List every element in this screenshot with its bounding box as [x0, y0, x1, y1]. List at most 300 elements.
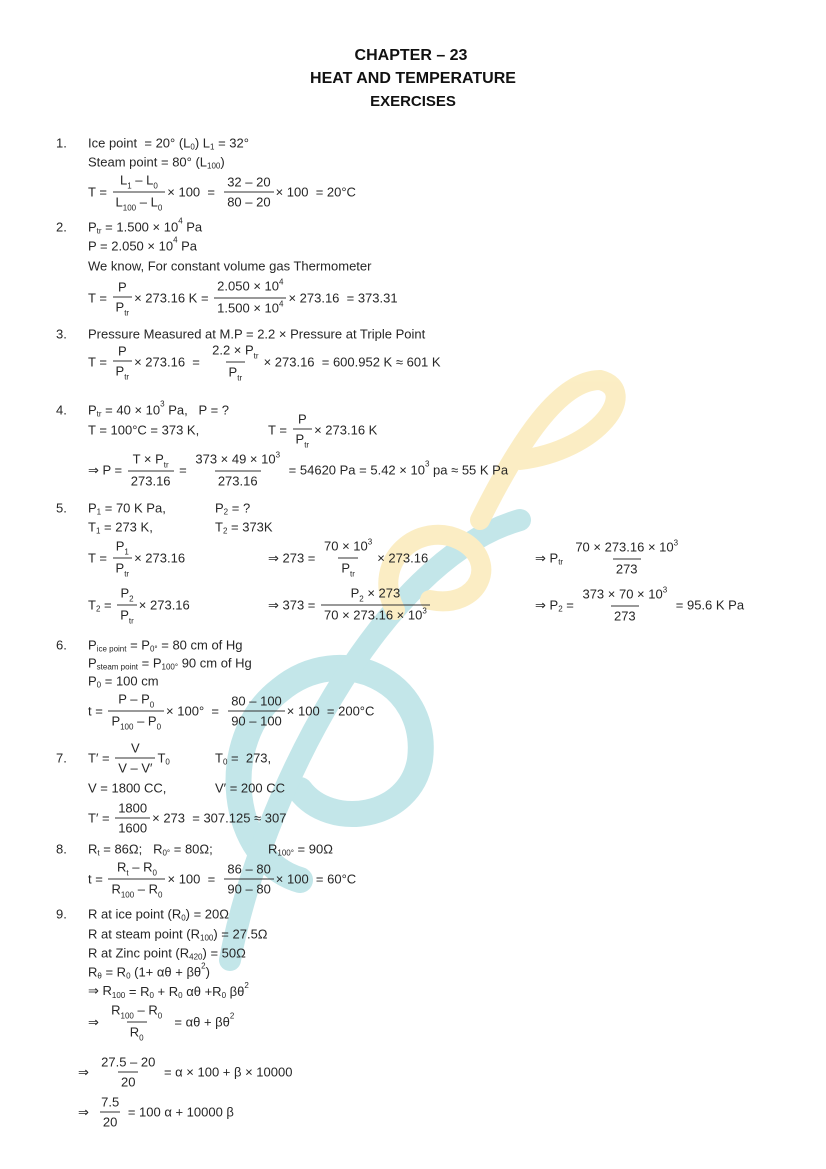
math-text: 2.2 × P	[212, 342, 254, 358]
equation-line	[88, 235, 198, 254]
math-text: = 40 × 10	[101, 402, 161, 418]
equation-line	[215, 520, 273, 535]
math-text: P	[120, 607, 129, 623]
superscript: 3	[160, 399, 165, 409]
math-text: 70 × 273.16 × 10	[575, 539, 674, 555]
math-text: T′ =	[88, 750, 114, 766]
subscript: 100°	[277, 848, 294, 858]
denominator	[226, 362, 246, 382]
math-text: = ?	[228, 500, 251, 516]
subscript: 1	[124, 547, 129, 557]
subscript: θ	[97, 971, 102, 981]
math-text: V – V′	[118, 760, 153, 776]
denominator	[115, 818, 150, 836]
math-text: 2.050 × 10	[217, 278, 279, 294]
math-text: P	[295, 431, 305, 447]
numerator	[224, 862, 273, 879]
math-text: P	[88, 637, 97, 653]
subscript: 0	[181, 913, 186, 923]
subscript: tr	[237, 373, 243, 383]
subscript: 0	[158, 890, 163, 900]
superscript: 3	[662, 585, 668, 595]
fraction	[214, 279, 286, 318]
math-text: = 273 K,	[100, 519, 153, 535]
math-text: )	[205, 964, 210, 980]
math-text: T =	[268, 422, 291, 438]
equation-line	[535, 587, 744, 624]
math-text: × 100° =	[166, 703, 227, 719]
subscript: 0	[156, 722, 162, 732]
math-text: = α × 100 + β × 10000	[160, 1064, 293, 1080]
math-text: V′ = 200 CC	[215, 780, 286, 796]
math-text: + R	[153, 983, 179, 999]
math-text: – R	[128, 859, 153, 875]
math-text: × 273.16	[134, 550, 186, 566]
math-text: 90 cm of Hg	[178, 655, 252, 671]
numerator	[115, 801, 150, 818]
superscript: 4	[178, 216, 183, 226]
subscript: 0	[126, 971, 131, 981]
subscript: 2	[95, 604, 101, 614]
equation-line	[88, 136, 249, 151]
math-text: R	[88, 841, 98, 857]
math-text: = 1.500 × 10	[101, 219, 179, 235]
superscript: 4	[278, 277, 284, 287]
equation-line	[268, 539, 428, 578]
math-text: P	[88, 500, 97, 516]
exercise-number: 9.	[56, 906, 67, 922]
fraction	[321, 539, 375, 578]
math-text: = αθ + βθ	[167, 1014, 230, 1030]
equation-line	[88, 980, 249, 1000]
numerator	[295, 412, 310, 429]
math-text: V = 1800 CC,	[88, 780, 167, 796]
math-text: = P	[126, 637, 150, 653]
math-text: = 32°	[214, 135, 249, 151]
fraction	[128, 452, 174, 489]
math-text: T	[88, 519, 96, 535]
fraction	[113, 280, 133, 317]
chapter-heading: CHAPTER – 23	[354, 47, 468, 64]
equation-line	[88, 327, 425, 342]
equation-line	[215, 781, 285, 796]
math-text: 1.500 × 10	[217, 300, 279, 316]
equation-line	[88, 842, 213, 857]
denominator	[113, 192, 166, 212]
math-text: = 373K	[227, 519, 273, 535]
equation-line	[535, 540, 683, 577]
numerator	[579, 587, 670, 606]
numerator	[572, 540, 681, 559]
math-text: 273.16	[217, 473, 258, 489]
numerator	[321, 539, 375, 558]
math-text: × 273 = 307.125 ≈ 307	[152, 810, 287, 826]
math-text: × 100 = 200°C	[286, 703, 375, 719]
subscript: tr	[558, 557, 564, 567]
subscript: 1	[95, 526, 101, 536]
equation-line	[78, 1095, 234, 1130]
exercise-number: 8.	[56, 841, 67, 857]
math-text: × 273.16 K	[314, 422, 378, 438]
math-text: = R	[125, 983, 150, 999]
math-text: × 100 =	[167, 184, 223, 200]
denominator	[113, 361, 133, 381]
subscript: 0	[178, 990, 183, 1000]
equation-line	[88, 399, 230, 419]
equation-line	[88, 539, 185, 578]
math-text: T = 100°C = 373 K,	[88, 422, 200, 438]
equation-line	[88, 946, 246, 961]
superscript: 4	[278, 299, 284, 309]
math-text: 80 – 20	[227, 194, 271, 210]
denominator	[127, 1022, 147, 1042]
fraction	[115, 741, 155, 776]
subscript: tr	[163, 460, 169, 470]
math-text: P	[350, 585, 360, 601]
math-text: × 100 =	[167, 871, 223, 887]
subscript: tr	[304, 440, 310, 450]
math-text: P	[120, 585, 130, 601]
math-text: ⇒ 273 =	[268, 550, 320, 565]
superscript: 3	[673, 538, 679, 548]
math-text: 7.5	[101, 1094, 120, 1110]
math-text: P	[215, 500, 224, 516]
math-text: – L	[136, 194, 158, 210]
math-text: P	[115, 560, 125, 576]
equation-line	[215, 501, 250, 516]
math-text: t =	[88, 703, 107, 719]
math-text: ⇒	[78, 1104, 97, 1119]
math-text: 70 × 273.16 × 10	[324, 607, 423, 623]
equation-line	[88, 259, 371, 274]
math-text: 90 – 80	[227, 881, 271, 897]
exercise-number: 3.	[56, 326, 67, 342]
numerator	[98, 1095, 122, 1112]
math-text: Pa, P = ?	[164, 402, 230, 418]
math-text: – P	[133, 713, 157, 729]
math-text: R	[88, 964, 98, 980]
superscript: 2	[244, 980, 249, 990]
math-text: × 273.16	[377, 550, 429, 566]
math-text: = 80Ω;	[170, 841, 213, 857]
math-text: = 54620 Pa = 5.42 × 10	[285, 462, 425, 478]
fraction	[228, 694, 285, 729]
math-text: P	[117, 343, 127, 359]
equation-line	[88, 801, 287, 836]
subscript: tr	[124, 372, 130, 382]
subscript: 420	[189, 952, 203, 962]
math-text: 20	[102, 1114, 118, 1130]
equation-line	[88, 586, 190, 625]
math-text: pa ≈ 55 K Pa	[429, 462, 509, 478]
math-text: × 273.16	[138, 597, 190, 613]
math-text: 373 × 49 × 10	[195, 451, 276, 467]
fraction	[115, 801, 150, 836]
math-text: )	[220, 154, 225, 170]
fraction	[209, 343, 261, 382]
math-text: P	[115, 363, 125, 379]
equation-line	[88, 423, 199, 438]
math-text: T	[88, 597, 96, 613]
math-text: P	[88, 402, 97, 418]
subscript: 2	[223, 507, 229, 517]
denominator	[108, 879, 165, 899]
subscript: 1	[96, 507, 102, 517]
math-text: 1600	[118, 820, 148, 836]
denominator	[611, 606, 639, 624]
superscript: 4	[173, 235, 178, 245]
math-text: Pressure Measured at M.P = 2.2 × Pressure at Triple Point	[88, 326, 426, 342]
math-text: ⇒ P	[535, 597, 559, 612]
math-text: 20	[121, 1074, 136, 1090]
numerator	[128, 741, 143, 758]
math-text: =	[562, 597, 578, 613]
math-text: R at Zinc point (R	[88, 945, 190, 961]
equation-line	[215, 751, 271, 766]
numerator	[224, 175, 273, 192]
math-text: 32 – 20	[227, 174, 271, 190]
math-text: – L	[131, 172, 154, 188]
numerator	[130, 452, 172, 471]
subscript: 100	[111, 990, 126, 1000]
subscript: ice point	[96, 644, 127, 654]
exercise-number: 7.	[56, 750, 67, 766]
fraction	[98, 1055, 158, 1090]
subscript: 0	[157, 203, 163, 213]
superscript: 2	[201, 961, 206, 971]
equation-line	[88, 155, 225, 170]
superscript: 3	[422, 606, 427, 616]
equation-line	[88, 1003, 234, 1042]
subscript: 0°	[149, 644, 158, 654]
math-text: = 100 cm	[101, 673, 159, 689]
equation-line	[78, 1055, 292, 1090]
math-text: 86 – 80	[227, 861, 271, 877]
denominator	[224, 879, 273, 897]
math-text: P	[115, 299, 125, 315]
math-text: = 70 K Pa,	[101, 500, 166, 516]
math-text: Pa	[182, 219, 203, 235]
math-text: T =	[88, 354, 111, 370]
numerator	[228, 694, 285, 711]
denominator	[113, 558, 133, 578]
denominator	[115, 758, 155, 776]
math-text: βθ	[226, 983, 245, 999]
fraction	[113, 173, 166, 212]
subscript: tr	[96, 409, 102, 419]
math-text: × 273.16 K =	[134, 290, 213, 306]
subscript: 0	[190, 142, 195, 152]
subscript: 0	[221, 990, 227, 1000]
math-text: (1+ αθ + βθ	[130, 964, 202, 980]
denominator	[108, 711, 164, 731]
math-text: = P	[138, 655, 162, 671]
denominator	[113, 297, 133, 317]
subscript: tr	[124, 569, 130, 579]
denominator	[228, 711, 285, 729]
math-text: ⇒ R	[88, 983, 112, 998]
math-text: Ice point = 20° (L	[88, 135, 191, 151]
math-text: × 100 = 60°C	[275, 871, 357, 887]
denominator	[224, 192, 273, 210]
math-text: ⇒ P =	[88, 462, 126, 477]
denominator	[321, 605, 430, 625]
math-text: P	[88, 655, 97, 671]
subscript: tr	[96, 226, 102, 236]
equation-line	[88, 692, 374, 731]
fraction	[117, 586, 137, 625]
subscript: 0	[149, 700, 155, 710]
denominator	[215, 471, 261, 489]
numerator	[348, 586, 404, 605]
denominator	[214, 298, 286, 318]
math-text: ) = 27.5Ω	[213, 926, 268, 942]
math-text: × 100 = 20°C	[275, 184, 356, 200]
equation-line	[88, 907, 229, 922]
numerator	[115, 344, 130, 361]
subscript: 0	[139, 1033, 144, 1043]
equation-line	[88, 781, 166, 796]
exercise-number: 4.	[56, 402, 67, 418]
denominator	[293, 429, 313, 449]
exercise-number: 5.	[56, 500, 67, 516]
math-text: R	[117, 859, 127, 875]
fraction	[192, 452, 283, 489]
subscript: 100	[120, 890, 135, 900]
numerator	[209, 343, 261, 362]
math-text: P = 2.050 × 10	[88, 238, 174, 254]
numerator	[115, 280, 130, 297]
subscript: 2	[359, 594, 364, 604]
exercise-number: 6.	[56, 637, 67, 653]
subscript: 100	[122, 203, 137, 213]
math-text: 273.16	[130, 473, 171, 489]
equation-line	[88, 452, 508, 489]
superscript: 2	[229, 1011, 235, 1021]
math-text: T	[215, 750, 223, 766]
numerator	[98, 1055, 158, 1072]
math-text: αθ +R	[182, 983, 222, 999]
subscript: 0	[149, 990, 154, 1000]
denominator	[118, 1072, 138, 1090]
fraction	[579, 587, 670, 624]
subscript: 100	[207, 161, 221, 171]
math-text: 1800	[118, 800, 148, 816]
math-text: =	[175, 462, 191, 478]
equation-line	[88, 279, 398, 318]
numerator	[114, 860, 160, 879]
subscript: 100	[120, 722, 134, 732]
math-text: P	[111, 713, 121, 729]
fraction	[98, 1095, 122, 1130]
fraction	[113, 539, 133, 578]
math-text: T	[157, 750, 166, 766]
equation-line	[88, 173, 356, 212]
numerator	[192, 452, 283, 471]
subscript: 0	[222, 757, 228, 767]
subscript: 100	[200, 933, 214, 943]
fraction	[108, 860, 165, 899]
math-text: 27.5 – 20	[101, 1054, 156, 1070]
subscript: steam point	[96, 662, 139, 672]
math-text: P	[88, 219, 97, 235]
math-text	[563, 551, 570, 566]
numerator	[214, 279, 286, 298]
math-text: 273	[615, 561, 638, 577]
math-text: ⇒ P	[535, 550, 559, 565]
fraction	[293, 412, 313, 449]
math-text: ⇒	[88, 1014, 107, 1029]
denominator	[100, 1112, 120, 1130]
subscript: tr	[350, 569, 355, 579]
math-text: = 86Ω; R	[99, 841, 163, 857]
subscript: 2	[558, 604, 563, 614]
subscript: 0	[96, 680, 102, 690]
math-text: R	[129, 1024, 140, 1040]
numerator	[117, 586, 136, 605]
math-text: P	[297, 411, 307, 427]
fraction	[321, 586, 430, 625]
math-text: × 273.16 =	[134, 354, 208, 370]
math-text: = 100 α + 10000 β	[124, 1104, 234, 1120]
math-text: – R	[134, 881, 159, 897]
math-text: = R	[101, 964, 127, 980]
equation-line	[88, 638, 243, 653]
math-text: t =	[88, 871, 107, 887]
fraction	[108, 692, 164, 731]
math-text: T =	[88, 184, 111, 200]
numerator	[115, 692, 157, 711]
math-text: ) = 20Ω	[185, 906, 229, 922]
math-text: P – P	[118, 691, 150, 707]
equation-line	[88, 860, 356, 899]
math-text: R at steam point (R	[88, 926, 200, 942]
subscript: t	[126, 868, 129, 878]
subscript: 100°	[161, 662, 179, 672]
math-text: =	[100, 597, 116, 613]
math-text: Steam point = 80° (L	[88, 154, 208, 170]
math-text: ) L	[194, 135, 211, 151]
superscript: 3	[424, 459, 430, 469]
equation-line	[88, 741, 170, 776]
subscript: 0	[165, 757, 170, 767]
subscript: 0°	[162, 848, 171, 858]
fraction	[572, 540, 681, 577]
subscript: 0	[153, 181, 158, 191]
math-text: T =	[88, 550, 111, 566]
math-text: L	[119, 172, 128, 188]
chapter-title: HEAT AND TEMPERATURE	[310, 70, 516, 87]
denominator	[128, 471, 174, 489]
math-text: V	[130, 740, 140, 756]
math-text: = 273,	[227, 750, 272, 766]
superscript: 3	[275, 450, 281, 460]
math-text: – R	[133, 1002, 158, 1018]
subscript: t	[97, 848, 100, 858]
math-text: We know, For constant volume gas Thermometer	[88, 258, 372, 274]
subscript: 2	[222, 526, 228, 536]
fraction	[113, 344, 133, 381]
math-text: Pa	[177, 238, 198, 254]
math-text: R at ice point (R	[88, 906, 182, 922]
subscript: tr	[128, 616, 134, 626]
equation-line	[268, 842, 333, 857]
math-text: × 273	[363, 585, 401, 601]
math-text: L	[115, 194, 123, 210]
math-text: P	[115, 538, 125, 554]
denominator	[613, 559, 641, 577]
equation-line	[88, 656, 252, 671]
